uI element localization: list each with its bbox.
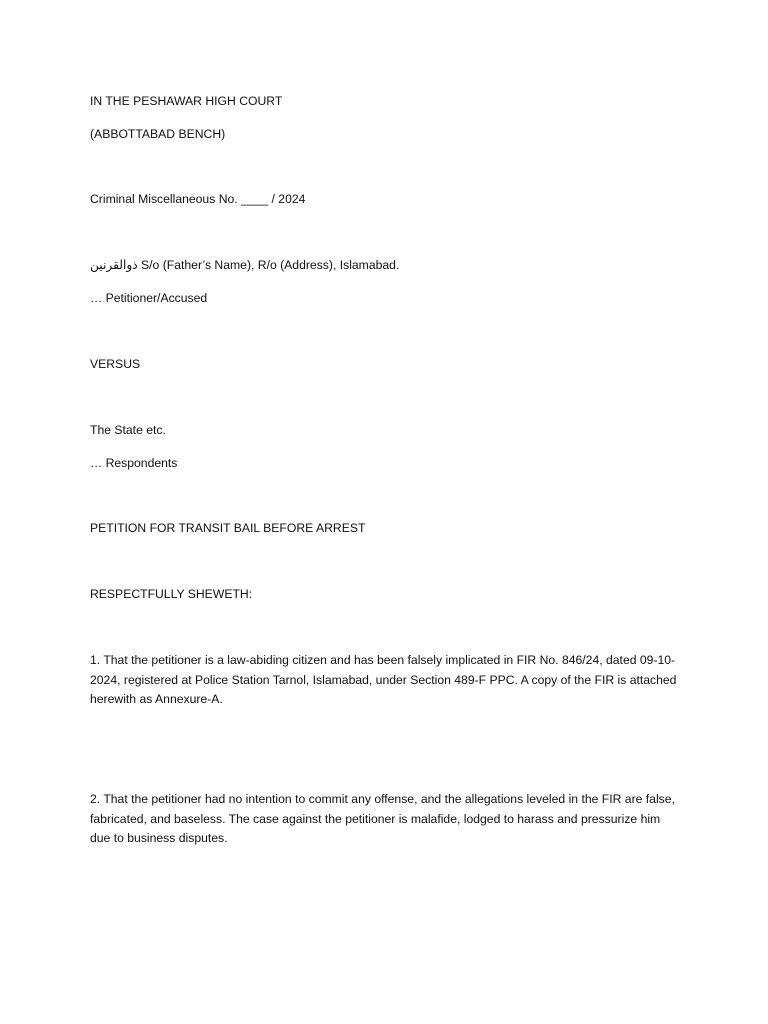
bench-heading: (ABBOTTABAD BENCH) [90,127,226,141]
salutation: RESPECTFULLY SHEWETH: [90,587,253,601]
court-heading: IN THE PESHAWAR HIGH COURT [90,94,283,108]
versus-label: VERSUS [90,357,141,371]
respondent-name: The State etc. [90,423,166,437]
petitioner-name: ذوالقرنین [90,258,138,272]
paragraph-1: 1. That the petitioner is a law-abiding citizen and has been falsely implicated in FIR No. 846/24, dated 09-10-2024, registered at Police Station Tarnol, Islamabad, under Section 489-F PPC. A copy of the FIR is attached herewith as Annexure-A. [90,653,677,706]
petition-title: PETITION FOR TRANSIT BAIL BEFORE ARREST [90,521,366,535]
petitioner-details: S/o (Father’s Name), R/o (Address), Islamabad. [141,258,400,272]
case-number: Criminal Miscellaneous No. ____ / 2024 [90,192,306,206]
paragraph-2: 2. That the petitioner had no intention to commit any offense, and the allegations leveled in the FIR are false, fabricated, and baseless. The case against the petitioner is malafide, lodged to harass and pressurize him due to business disputes. [90,792,675,845]
petitioner-role: … Petitioner/Accused [90,291,208,305]
respondent-role: … Respondents [90,456,178,470]
petitioner-line [90,256,680,276]
